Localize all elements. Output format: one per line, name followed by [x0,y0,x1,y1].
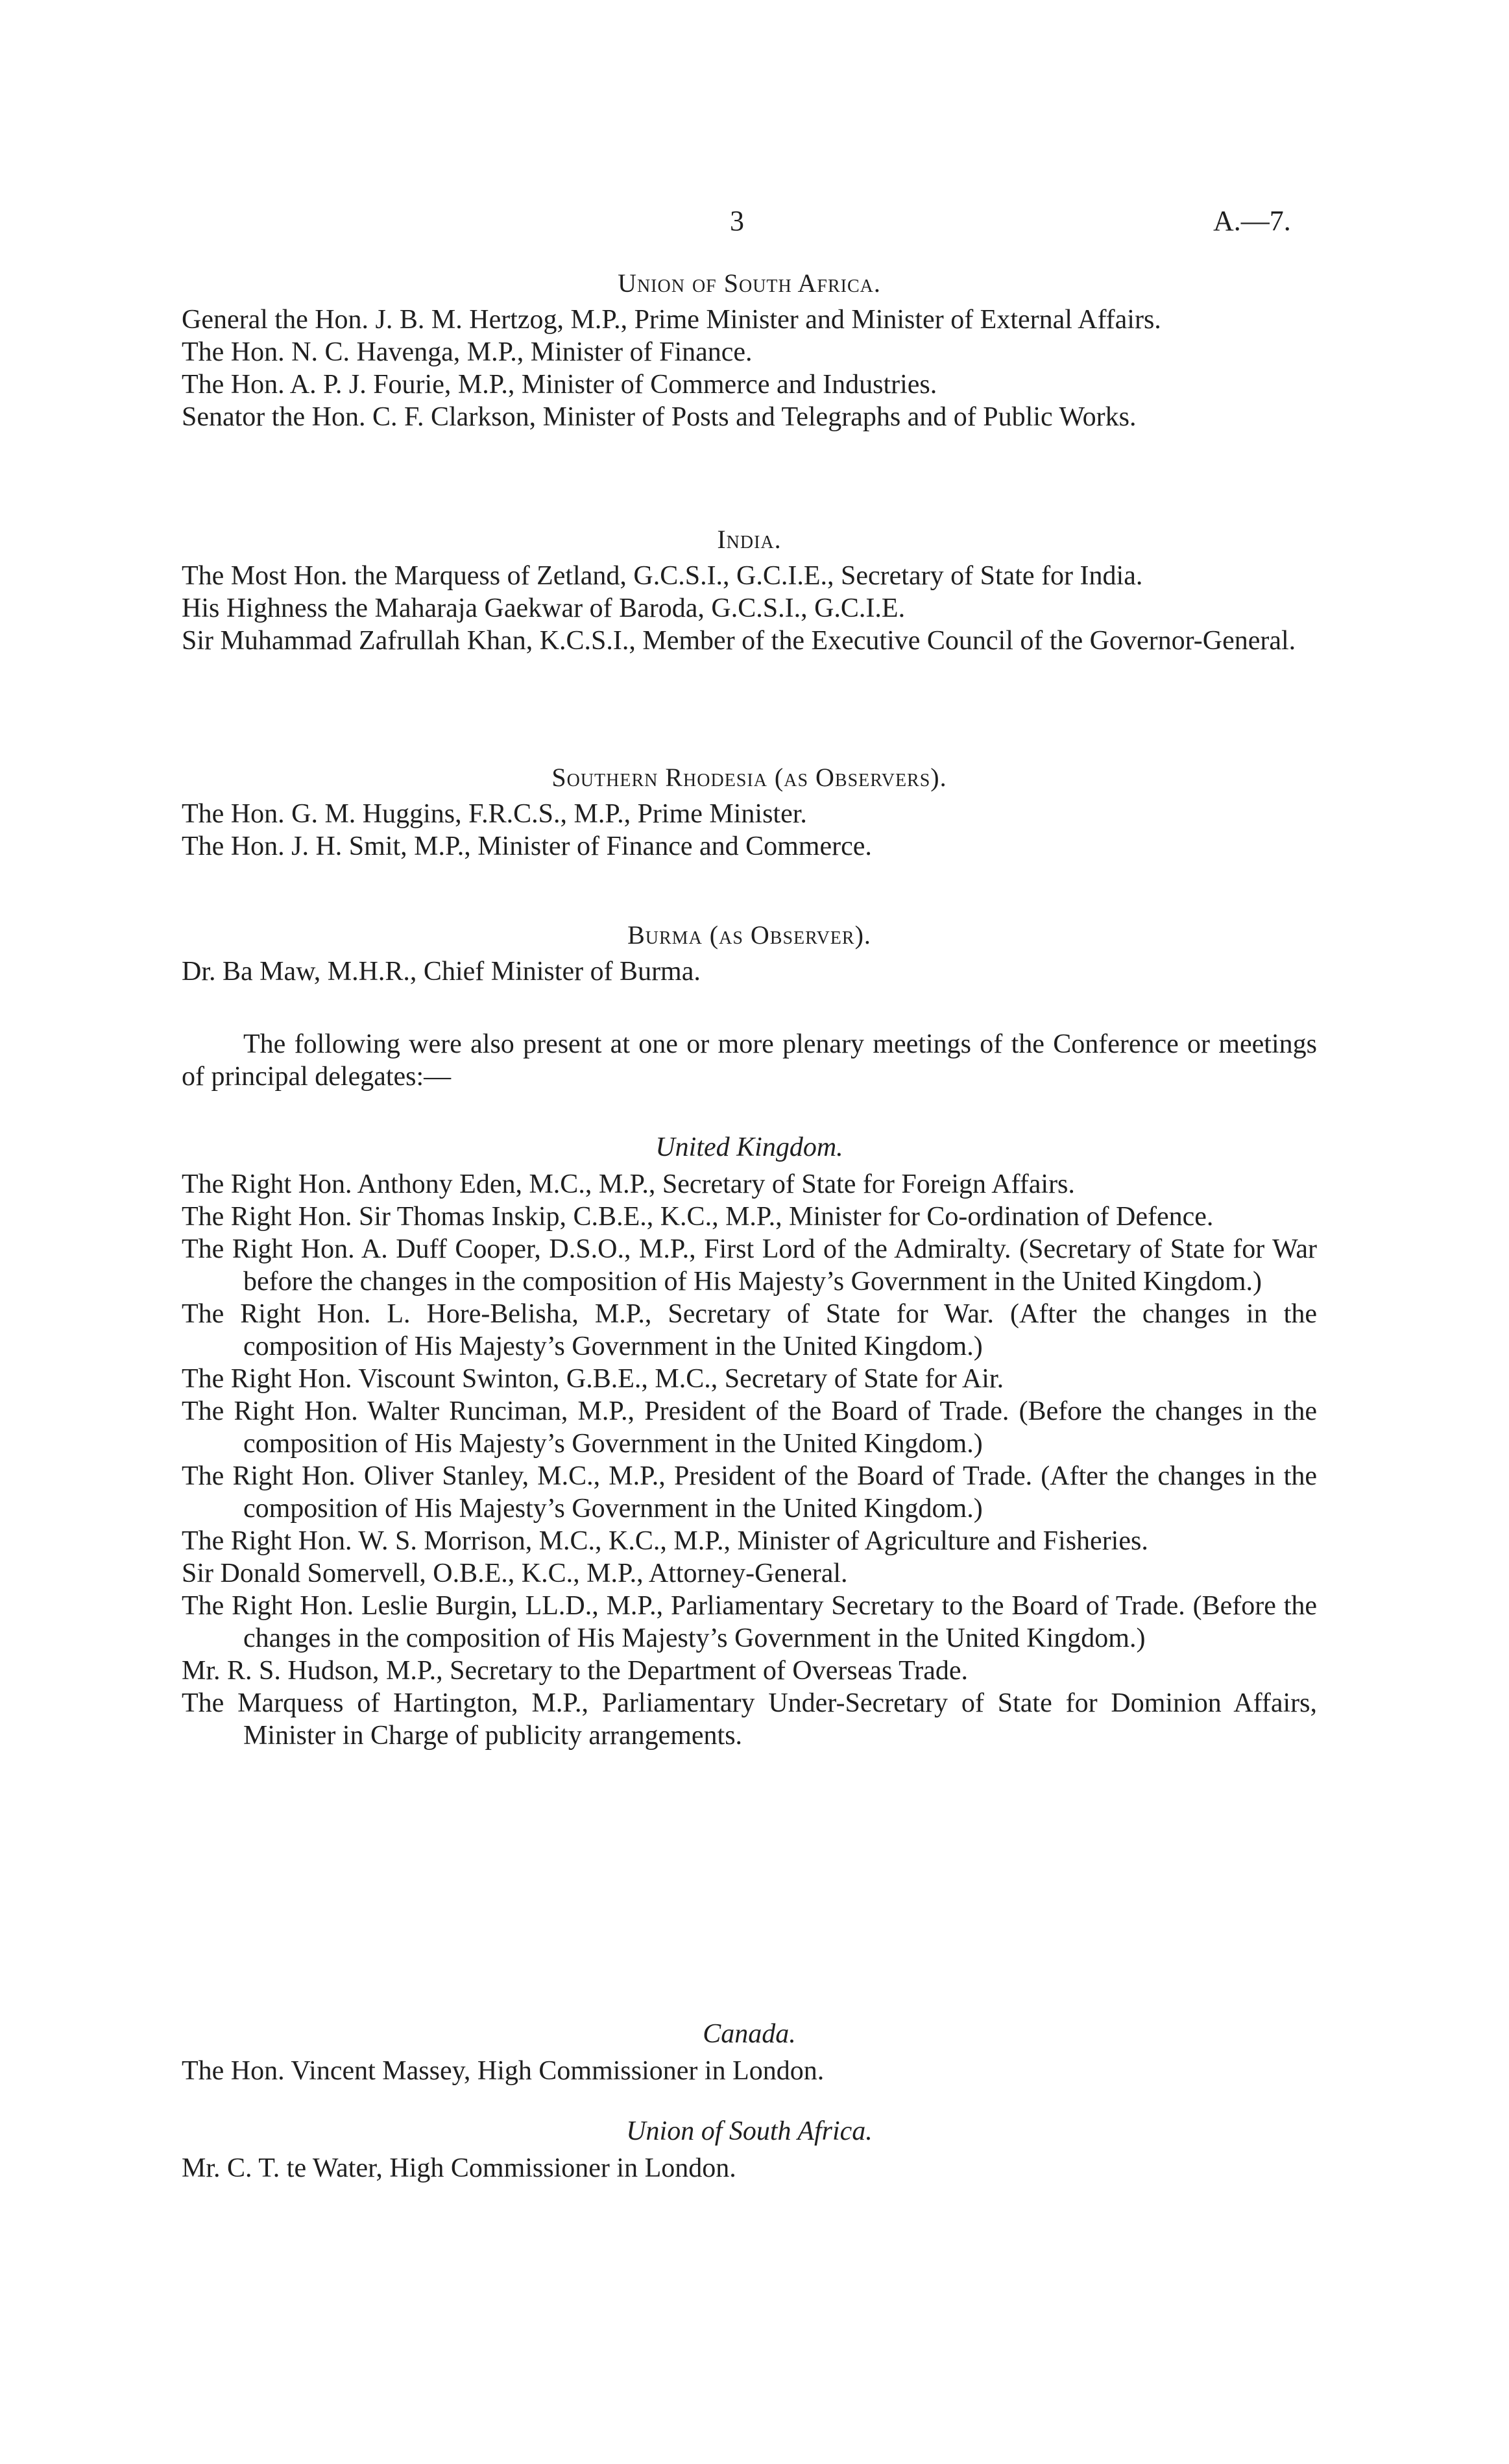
list-item: The Right Hon. W. S. Morrison, M.C., K.C., M.P., Minister of Agriculture and Fisheries. [182,1526,1148,1556]
document-reference: A.—7. [1213,205,1291,237]
list-item: General the Hon. J. B. M. Hertzog, M.P., Prime Minister and Minister of External Affairs. [182,305,1161,335]
section-heading: Southern Rhodesia (as Observers). [551,763,947,792]
list-item: The Hon. G. M. Huggins, F.R.C.S., M.P., Prime Minister. [182,799,807,829]
section-heading: Burma (as Observer). [627,920,871,950]
section-union-of-south-africa [182,268,1317,433]
list-item: The Hon. J. H. Smit, M.P., Minister of Finance and Commerce. [182,831,872,861]
list-item: The Most Hon. the Marquess of Zetland, G.C.S.I., G.C.I.E., Secretary of State for India. [182,561,1143,591]
list-item: Mr. C. T. te Water, High Commissioner in London. [182,2153,736,2183]
list-item: The Right Hon. A. Duff Cooper, D.S.O., M.P., First Lord of the Admiralty. (Secretary of State for War before the changes in the composition of His Majesty’s Government in the United Kingdom.) [182,1234,1317,1297]
section-burma [182,920,1317,988]
list-item: The Right Hon. Leslie Burgin, LL.D., M.P., Parliamentary Secretary to the Board of Trade. (Before the changes in the composition of His Majesty’s Government in the United Kingdom.) [182,1591,1317,1653]
list-item: The Right Hon. Viscount Swinton, G.B.E., M.C., Secretary of State for Air. [182,1364,1004,1394]
section-heading: Union of South Africa. [626,2116,873,2146]
section-heading: Union of South Africa. [618,269,881,298]
list-item: The Right Hon. Oliver Stanley, M.C., M.P., President of the Board of Trade. (After the changes in the composition of His Majesty’s Government in the United Kingdom.) [182,1461,1317,1524]
list-item: The Right Hon. Walter Runciman, M.P., President of the Board of Trade. (Before the changes in the composition of His Majesty’s Government in the United Kingdom.) [182,1396,1317,1459]
list-item: Sir Muhammad Zafrullah Khan, K.C.S.I., Member of the Executive Council of the Governor-General. [182,626,1296,656]
intro-paragraph: The following were also present at one or more plenary meetings of the Conference or meetings of principal delegates:— [182,1029,1317,1092]
section-heading: India. [717,525,782,554]
list-item: The Right Hon. L. Hore-Belisha, M.P., Secretary of State for War. (After the changes in the composition of His Majesty’s Government in the United Kingdom.) [182,1299,1317,1361]
list-item: The Right Hon. Sir Thomas Inskip, C.B.E., K.C., M.P., Minister for Co-ordination of Defence. [182,1202,1214,1232]
list-item: Sir Donald Somervell, O.B.E., K.C., M.P., Attorney-General. [182,1559,848,1588]
list-item: The Hon. N. C. Havenga, M.P., Minister of Finance. [182,337,753,367]
section-india [182,524,1317,657]
list-item: The Marquess of Hartington, M.P., Parliamentary Under-Secretary of State for Dominion Affairs, Minister in Charge of publicity arrangements. [182,1688,1317,1751]
page-number: 3 [730,205,744,237]
intro-section [182,1028,1317,1093]
section-united-kingdom [182,1132,1317,1752]
section-canada [182,2018,1317,2087]
list-item: Senator the Hon. C. F. Clarkson, Minister of Posts and Telegraphs and of Public Works. [182,402,1137,432]
list-item: The Hon. A. P. J. Fourie, M.P., Minister of Commerce and Industries. [182,370,937,400]
list-item: Dr. Ba Maw, M.H.R., Chief Minister of Burma. [182,957,701,987]
list-item: The Hon. Vincent Massey, High Commissioner in London. [182,2056,825,2086]
section-heading: Canada. [703,2019,796,2049]
list-item: His Highness the Maharaja Gaekwar of Baroda, G.C.S.I., G.C.I.E. [182,593,906,623]
section-heading: United Kingdom. [655,1132,843,1162]
section-union-of-south-africa-hc [182,2116,1317,2184]
list-item: The Right Hon. Anthony Eden, M.C., M.P., Secretary of State for Foreign Affairs. [182,1169,1075,1199]
section-southern-rhodesia [182,762,1317,863]
list-item: Mr. R. S. Hudson, M.P., Secretary to the Department of Overseas Trade. [182,1656,969,1686]
